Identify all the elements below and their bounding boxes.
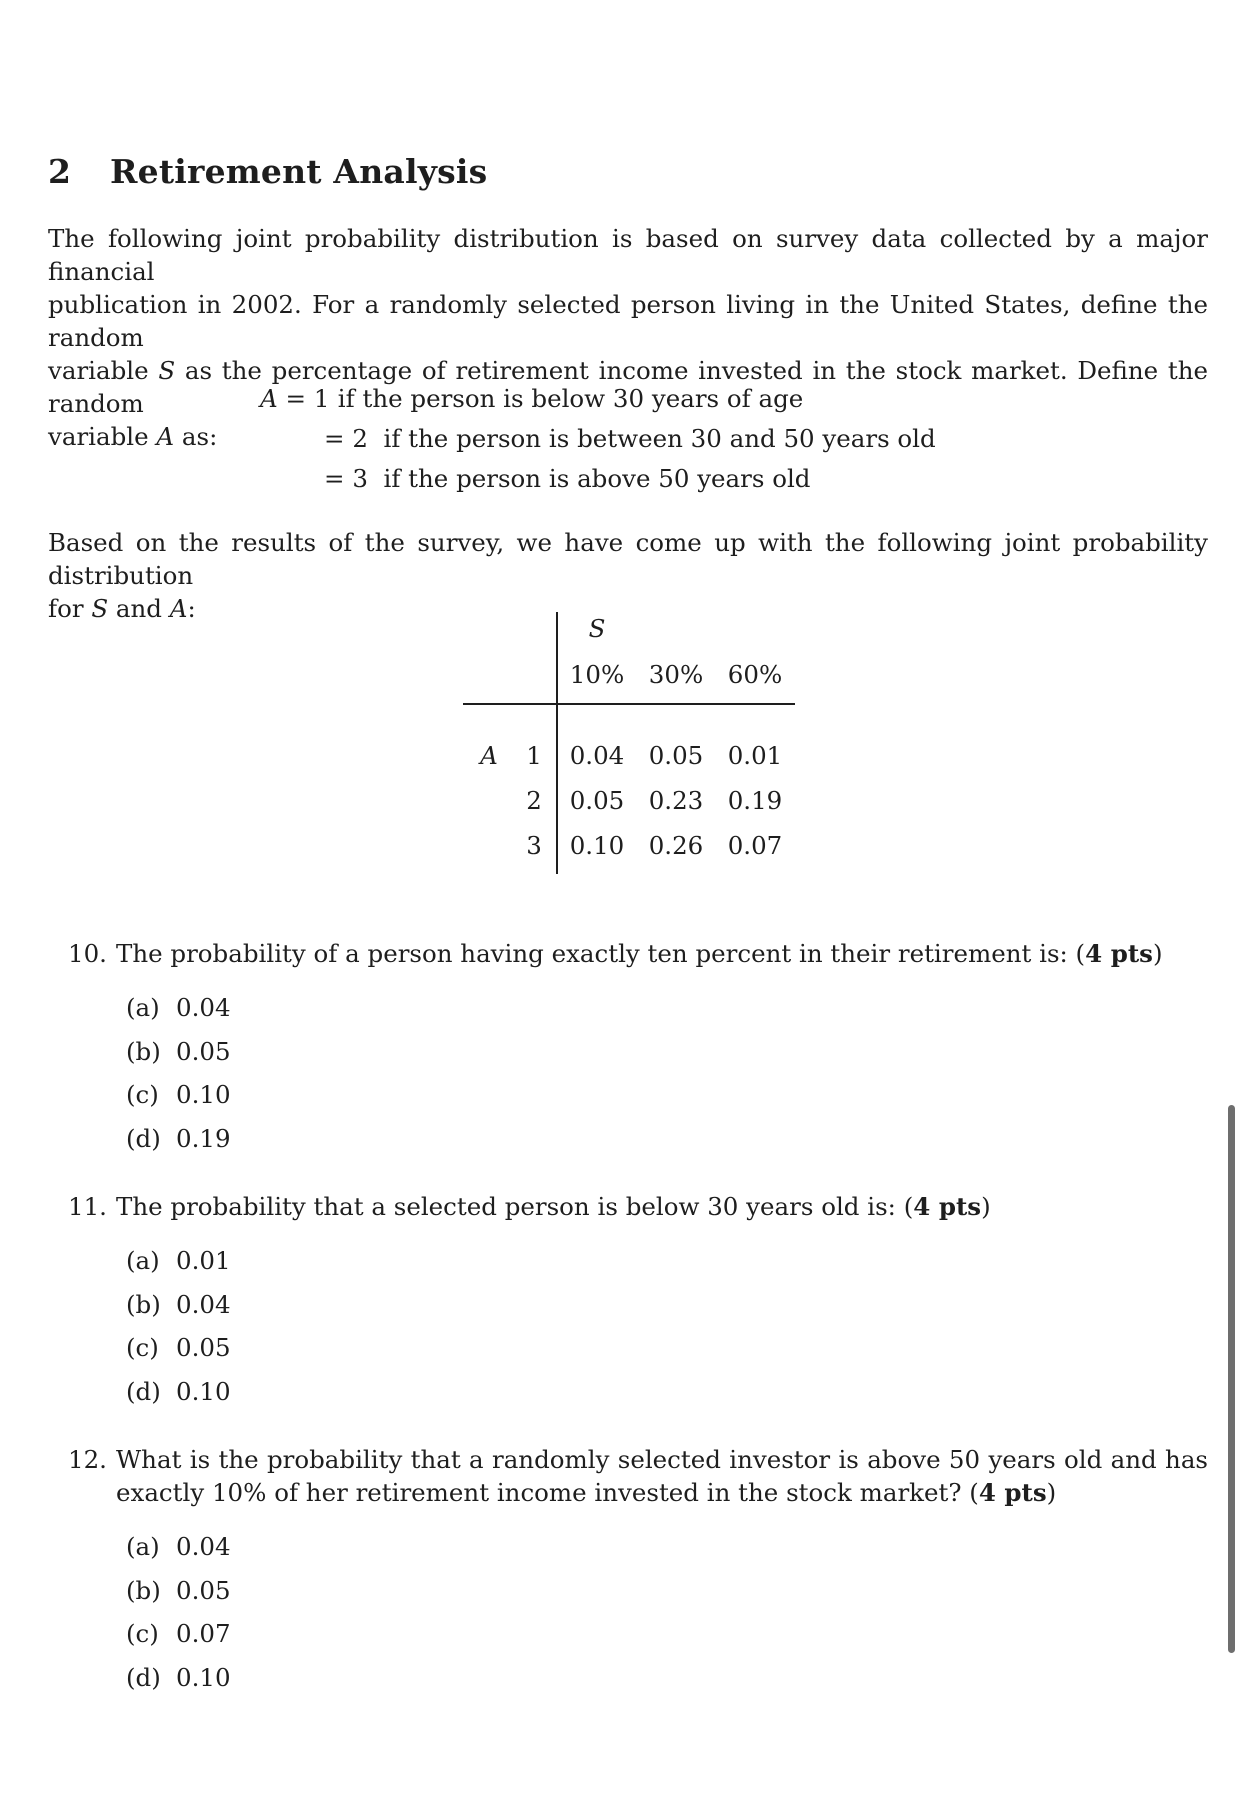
definition-eq-3: = 3 [324,464,368,493]
question-11-close: ) [981,1192,991,1221]
option-label: (b) [126,1575,161,1605]
question-points: 4 pts [978,1478,1047,1507]
question-points: 4 pts [913,1192,982,1221]
option-b[interactable] [126,1288,231,1332]
question-10 [68,937,1208,970]
question-12-line-2: exactly 10% of her retirement income invested in the stock market? ( [116,1478,979,1507]
intro-line-1: The following joint probability distribution is based on survey data collected by a major financial [48,224,1208,286]
scrollbar-thumb[interactable] [1228,1105,1235,1653]
definition-text-1: if the person is below 30 years of age [337,384,804,413]
option-value: 0.04 [176,1289,231,1319]
variable-s: S [158,356,176,385]
table-col-header: 60% [727,660,783,689]
option-c[interactable] [126,1331,231,1375]
question-12-close: ) [1046,1478,1057,1507]
intro-line-2: publication in 2002. For a randomly selected person living in the United States, define the random [48,290,1208,352]
table-cell: 0.23 [648,786,704,815]
question-10-options [126,991,231,1165]
question-12 [68,1443,1208,1509]
option-value: 0.04 [176,1532,231,1561]
definition-eq-2: = 2 [324,424,368,453]
question-text [116,937,1208,970]
definition-row-1 [260,384,803,413]
question-10-close: ) [1152,939,1163,968]
question-number: 11. [68,1192,107,1221]
option-a[interactable] [126,991,231,1035]
option-b[interactable] [126,1035,231,1079]
section-heading [48,152,487,191]
table-cell: 0.01 [727,741,783,770]
survey-paragraph [48,526,1208,625]
question-12-line-1: What is the probability that a randomly selected investor is above 50 years old and has [116,1445,1208,1474]
survey-line-2 [48,592,1208,625]
option-value: 0.07 [176,1619,231,1648]
section-number: 2 [48,152,72,191]
question-points: 4 pts [1085,939,1153,968]
table-row-label: 1 [526,741,542,770]
survey-line-2-a: for [48,594,92,623]
option-label: (d) [126,1376,161,1406]
question-number: 12. [68,1445,107,1474]
option-label: (b) [126,1036,161,1066]
definition-text-3: if the person is above 50 years old [383,464,811,493]
table-cell: 0.07 [727,831,783,860]
intro-line-4-a: variable [48,422,157,451]
survey-line-2-c: : [187,594,196,623]
table-vertical-rule [556,612,558,874]
option-label: (b) [126,1289,161,1319]
table-cell: 0.19 [727,786,783,815]
definition-eq-1: = 1 [285,384,330,413]
option-value: 0.19 [176,1123,231,1153]
option-label: (d) [126,1123,161,1153]
survey-line-1: Based on the results of the survey, we have come up with the following joint probability distribution [48,528,1208,590]
table-cell: 0.10 [569,831,625,860]
intro-paragraph [48,222,1208,453]
table-cell: 0.26 [648,831,704,860]
option-value: 0.10 [176,1376,231,1406]
option-d[interactable] [126,1661,231,1705]
survey-line-2-b: and [108,594,170,623]
survey-var-s: S [91,594,109,623]
option-label: (c) [126,1619,159,1648]
table-row-label: 3 [526,831,542,860]
option-a[interactable] [126,1244,231,1288]
table-cell: 0.05 [569,786,625,815]
question-10-text: The probability of a person having exactly ten percent in their retirement is: ( [116,939,1086,968]
definition-text-2: if the person is between 30 and 50 years old [383,424,936,453]
option-b[interactable] [126,1574,231,1618]
intro-line-3-a: variable [48,356,159,385]
intro-line-4-b: as: [174,422,218,451]
table-row-var: A [480,741,498,770]
option-d[interactable] [126,1122,231,1166]
table-col-header: 10% [569,660,625,689]
option-label: (a) [126,1246,160,1275]
question-11-text: The probability that a selected person is below 30 years old is: ( [116,1192,914,1221]
option-a[interactable] [126,1530,231,1574]
survey-var-a: A [169,594,188,623]
option-value: 0.04 [176,993,231,1022]
option-value: 0.05 [176,1333,231,1362]
option-label: (c) [126,1080,159,1109]
variable-a: A [156,422,175,451]
option-value: 0.01 [176,1246,231,1275]
option-value: 0.10 [176,1662,231,1692]
option-c[interactable] [126,1617,231,1661]
option-value: 0.10 [176,1080,231,1109]
definition-var: A [260,384,278,413]
definition-row-3 [324,464,811,493]
question-text [116,1190,1208,1223]
option-value: 0.05 [176,1575,231,1605]
definition-row-2 [324,424,936,453]
table-horizontal-rule [463,703,795,705]
question-11-options [126,1244,231,1418]
option-value: 0.05 [176,1036,231,1066]
option-d[interactable] [126,1375,231,1419]
option-c[interactable] [126,1078,231,1122]
intro-line-3-b: as the percentage of retirement income invested in the stock market. Define the random [48,356,1208,418]
section-title: Retirement Analysis [110,152,488,191]
question-11 [68,1190,1208,1223]
question-number: 10. [68,939,107,968]
question-12-options [126,1530,231,1704]
table-row-label: 2 [526,786,542,815]
option-label: (a) [126,993,160,1022]
option-label: (d) [126,1662,161,1692]
table-col-header: 30% [648,660,704,689]
option-label: (a) [126,1532,160,1561]
table-cell: 0.04 [569,741,625,770]
question-text [116,1443,1208,1509]
option-label: (c) [126,1333,159,1362]
table-col-var: S [588,614,606,643]
table-cell: 0.05 [648,741,704,770]
